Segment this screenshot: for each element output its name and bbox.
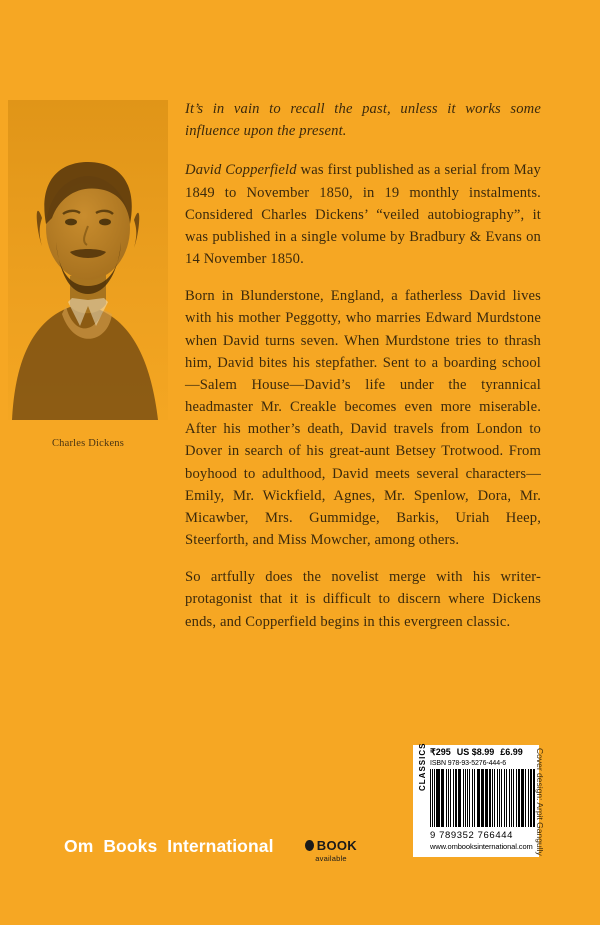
charles-dickens-portrait [8,100,168,420]
epigraph: It’s in vain to recall the past, unless it works some influence upon the present. [185,101,541,140]
ebook-word: BOOK [316,838,357,853]
publisher-international: International [167,836,274,856]
publisher-website: www.ombooksinternational.com [430,841,533,851]
barcode-bars-icon [430,769,535,827]
ean-number: 9 789352 766444 [430,829,513,841]
price-usd: US $8.99 [456,747,495,757]
publisher-books: Books [103,836,158,856]
ebook-dot-icon [305,840,314,851]
ebook-availability-label: available [315,854,347,863]
blurb-paragraph-1 [185,159,541,270]
price-row [417,748,535,758]
blurb-paragraph-2: Born in Blunderstone, England, a fatherless David lives with his mother Peggotty, who marries Edward Murdstone when David turns seven. When Murdstone tries to thrash him, David bites his stepfather. Sent to a boarding school—Salem House—David’s life under the tyrannical headmaster Mr. Creakle becomes even more miserable. After his mother’s death, David travels from London to Dover in search of his great-aunt Betsey Trotwood. From boyhood to adulthood, David meets several characters—Emily, Mr. Wickfield, Agnes, Mr. Spenlow, Dora, Mr. Micawber, Mrs. Gummidge, Barkis, Uriah Heep, Steerforth, and Miss Mowcher, among others. [185,288,541,549]
cover-design-credit: Cover design: Arpit Gangully [535,748,545,856]
blurb-text [185,98,541,633]
author-portrait-block [8,100,168,449]
book-title: David Copperfield [185,162,297,179]
ebook-badge [305,838,357,863]
price-inr: ₹295 [430,747,451,757]
portrait-caption: Charles Dickens [51,438,125,449]
barcode-panel [413,742,539,857]
publisher-om: Om [64,836,94,856]
blurb-paragraph-1-rest: was first published as a serial from May 1849 to November 1850, in 19 monthly instalments. Considered Charles Dickens’ “veiled autobiography”, it was published in a single volume by Bradbury & Evans on 14 November 1850. [185,162,541,268]
blurb-paragraph-3: So artfully does the novelist merge with his writer-protagonist that it is difficult to discern where Dickens ends, and Copperfield begins in this evergreen classic. [185,569,541,630]
publisher-logotype [64,836,274,857]
price-gbp: £6.99 [500,747,523,757]
isbn-text: ISBN 978-93-5276-444-6 [430,759,507,767]
spine-category-label: CLASSICS [418,742,427,791]
